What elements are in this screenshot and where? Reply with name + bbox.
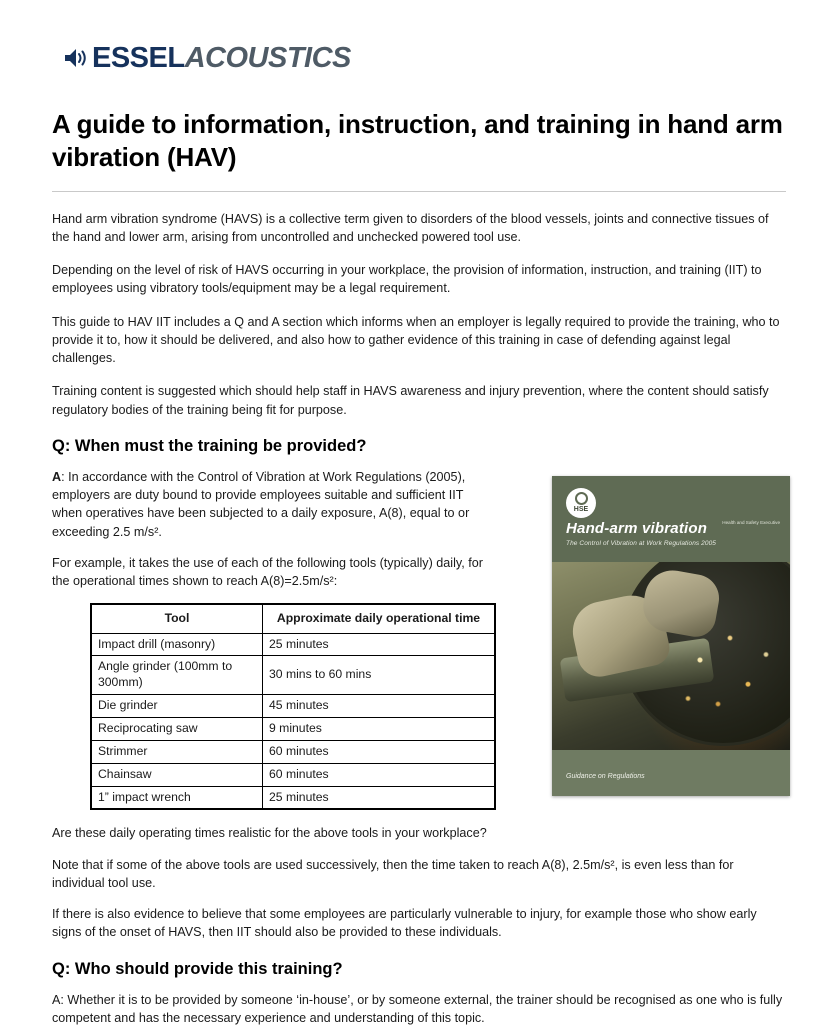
title-divider — [52, 191, 786, 192]
table-cell-tool: Angle grinder (100mm to 300mm) — [91, 656, 263, 695]
brand-logo — [52, 30, 786, 86]
tools-table — [90, 603, 496, 810]
cover-title: Hand-arm vibration — [566, 519, 708, 537]
table-cell-time: 60 minutes — [263, 740, 496, 763]
intro-paragraph-4: Training content is suggested which should help staff in HAVS awareness and injury prevention, where the content should satisfy regulatory bodies of the training being fit for purpose. — [52, 384, 769, 417]
cover-side-label: Health and Safety Executive — [722, 519, 780, 525]
table-row — [91, 740, 495, 763]
hse-logo-text: HSE — [573, 506, 589, 514]
table-cell-tool: 1” impact wrench — [91, 786, 263, 809]
table-row — [91, 656, 495, 695]
table-cell-time: 45 minutes — [263, 695, 496, 718]
table-header-row — [91, 604, 495, 633]
table-row — [91, 763, 495, 786]
table-header-tool: Tool — [91, 604, 263, 633]
table-cell-tool: Reciprocating saw — [91, 717, 263, 740]
left-column — [52, 468, 490, 591]
table-cell-time: 25 minutes — [263, 633, 496, 656]
table-cell-time: 25 minutes — [263, 786, 496, 809]
answer-text: : In accordance with the Control of Vibration at Work Regulations (2005), employers are duty bound to provide employees suitable and sufficient IIT when operatives have been subjected to a daily exposure, A(8), equal to or exceeding 2.5 m/s². — [52, 469, 470, 539]
example-paragraph: For example, it takes the use of each of the following tools (typically) daily, for the operational times shown to reach A(8)=2.5m/s²: — [52, 555, 483, 589]
table-cell-time: 9 minutes — [263, 717, 496, 740]
table-row — [91, 786, 495, 809]
intro-paragraph-1: Hand arm vibration syndrome (HAVS) is a collective term given to disorders of the blood vessels, joints and connective tissues of the hand and lower arm, arising from uncontrolled and unchecked powered tool use. — [52, 211, 769, 244]
after-table-paragraph-1: Are these daily operating times realistic for the above tools in your workplace? — [52, 826, 487, 841]
cover-photo — [552, 562, 790, 752]
intro-paragraph-3: This guide to HAV IIT includes a Q and A section which informs when an employer is legally required to provide the training, who to provide it to, how it should be delivered, and also how to gather evidence of this training in case of defending against legal challenges. — [52, 314, 780, 366]
table-row — [91, 695, 495, 718]
section-heading-who: Q: Who should provide this training? — [52, 959, 343, 978]
table-cell-time: 30 mins to 60 mins — [263, 656, 496, 695]
answer-label: A — [52, 469, 62, 484]
page-title: A guide to information, instruction, and training in hand arm vibration (HAV) — [52, 109, 783, 173]
after-table-paragraph-2: Note that if some of the above tools are used successively, then the time taken to reach A(8), 2.5m/s², is even less than for individual tool use. — [52, 857, 734, 890]
cover-guidance-label: Guidance on Regulations — [566, 772, 645, 780]
speaker-icon — [62, 45, 88, 71]
after-table-section — [52, 824, 786, 941]
table-row — [91, 633, 495, 656]
logo-primary-text: ESSEL — [92, 41, 185, 74]
table-cell-tool: Die grinder — [91, 695, 263, 718]
after-table-paragraph-3: If there is also evidence to believe that some employees are particularly vulnerable to injury, for example those who show early signs of the onset of HAVS, then IIT should also be provided to these individuals. — [52, 907, 757, 940]
hse-booklet-cover — [552, 476, 790, 796]
intro-paragraph-2: Depending on the level of risk of HAVS occurring in your workplace, the provision of information, instruction, and training (IIT) to employees using vibratory tools/equipment may be a legal requirement. — [52, 263, 762, 296]
intro-section — [52, 210, 786, 419]
table-cell-tool: Strimmer — [91, 740, 263, 763]
cover-subtitle: The Control of Vibration at Work Regulations 2005 — [566, 539, 717, 547]
table-row — [91, 717, 495, 740]
logo-secondary-text: ACOUSTICS — [184, 41, 351, 74]
answer-who-paragraph: A: Whether it is to be provided by someone ‘in-house’, or by someone external, the trainer should be recognised as one who is fully competent and has the necessary experience and understanding of this topic. — [52, 992, 783, 1025]
section-heading-when: Q: When must the training be provided? — [52, 436, 367, 455]
table-cell-tool: Impact drill (masonry) — [91, 633, 263, 656]
hse-logo — [566, 488, 596, 518]
table-header-time: Approximate daily operational time — [263, 604, 496, 633]
table-cell-time: 60 minutes — [263, 763, 496, 786]
table-cell-tool: Chainsaw — [91, 763, 263, 786]
answer-when-paragraph — [52, 468, 490, 541]
